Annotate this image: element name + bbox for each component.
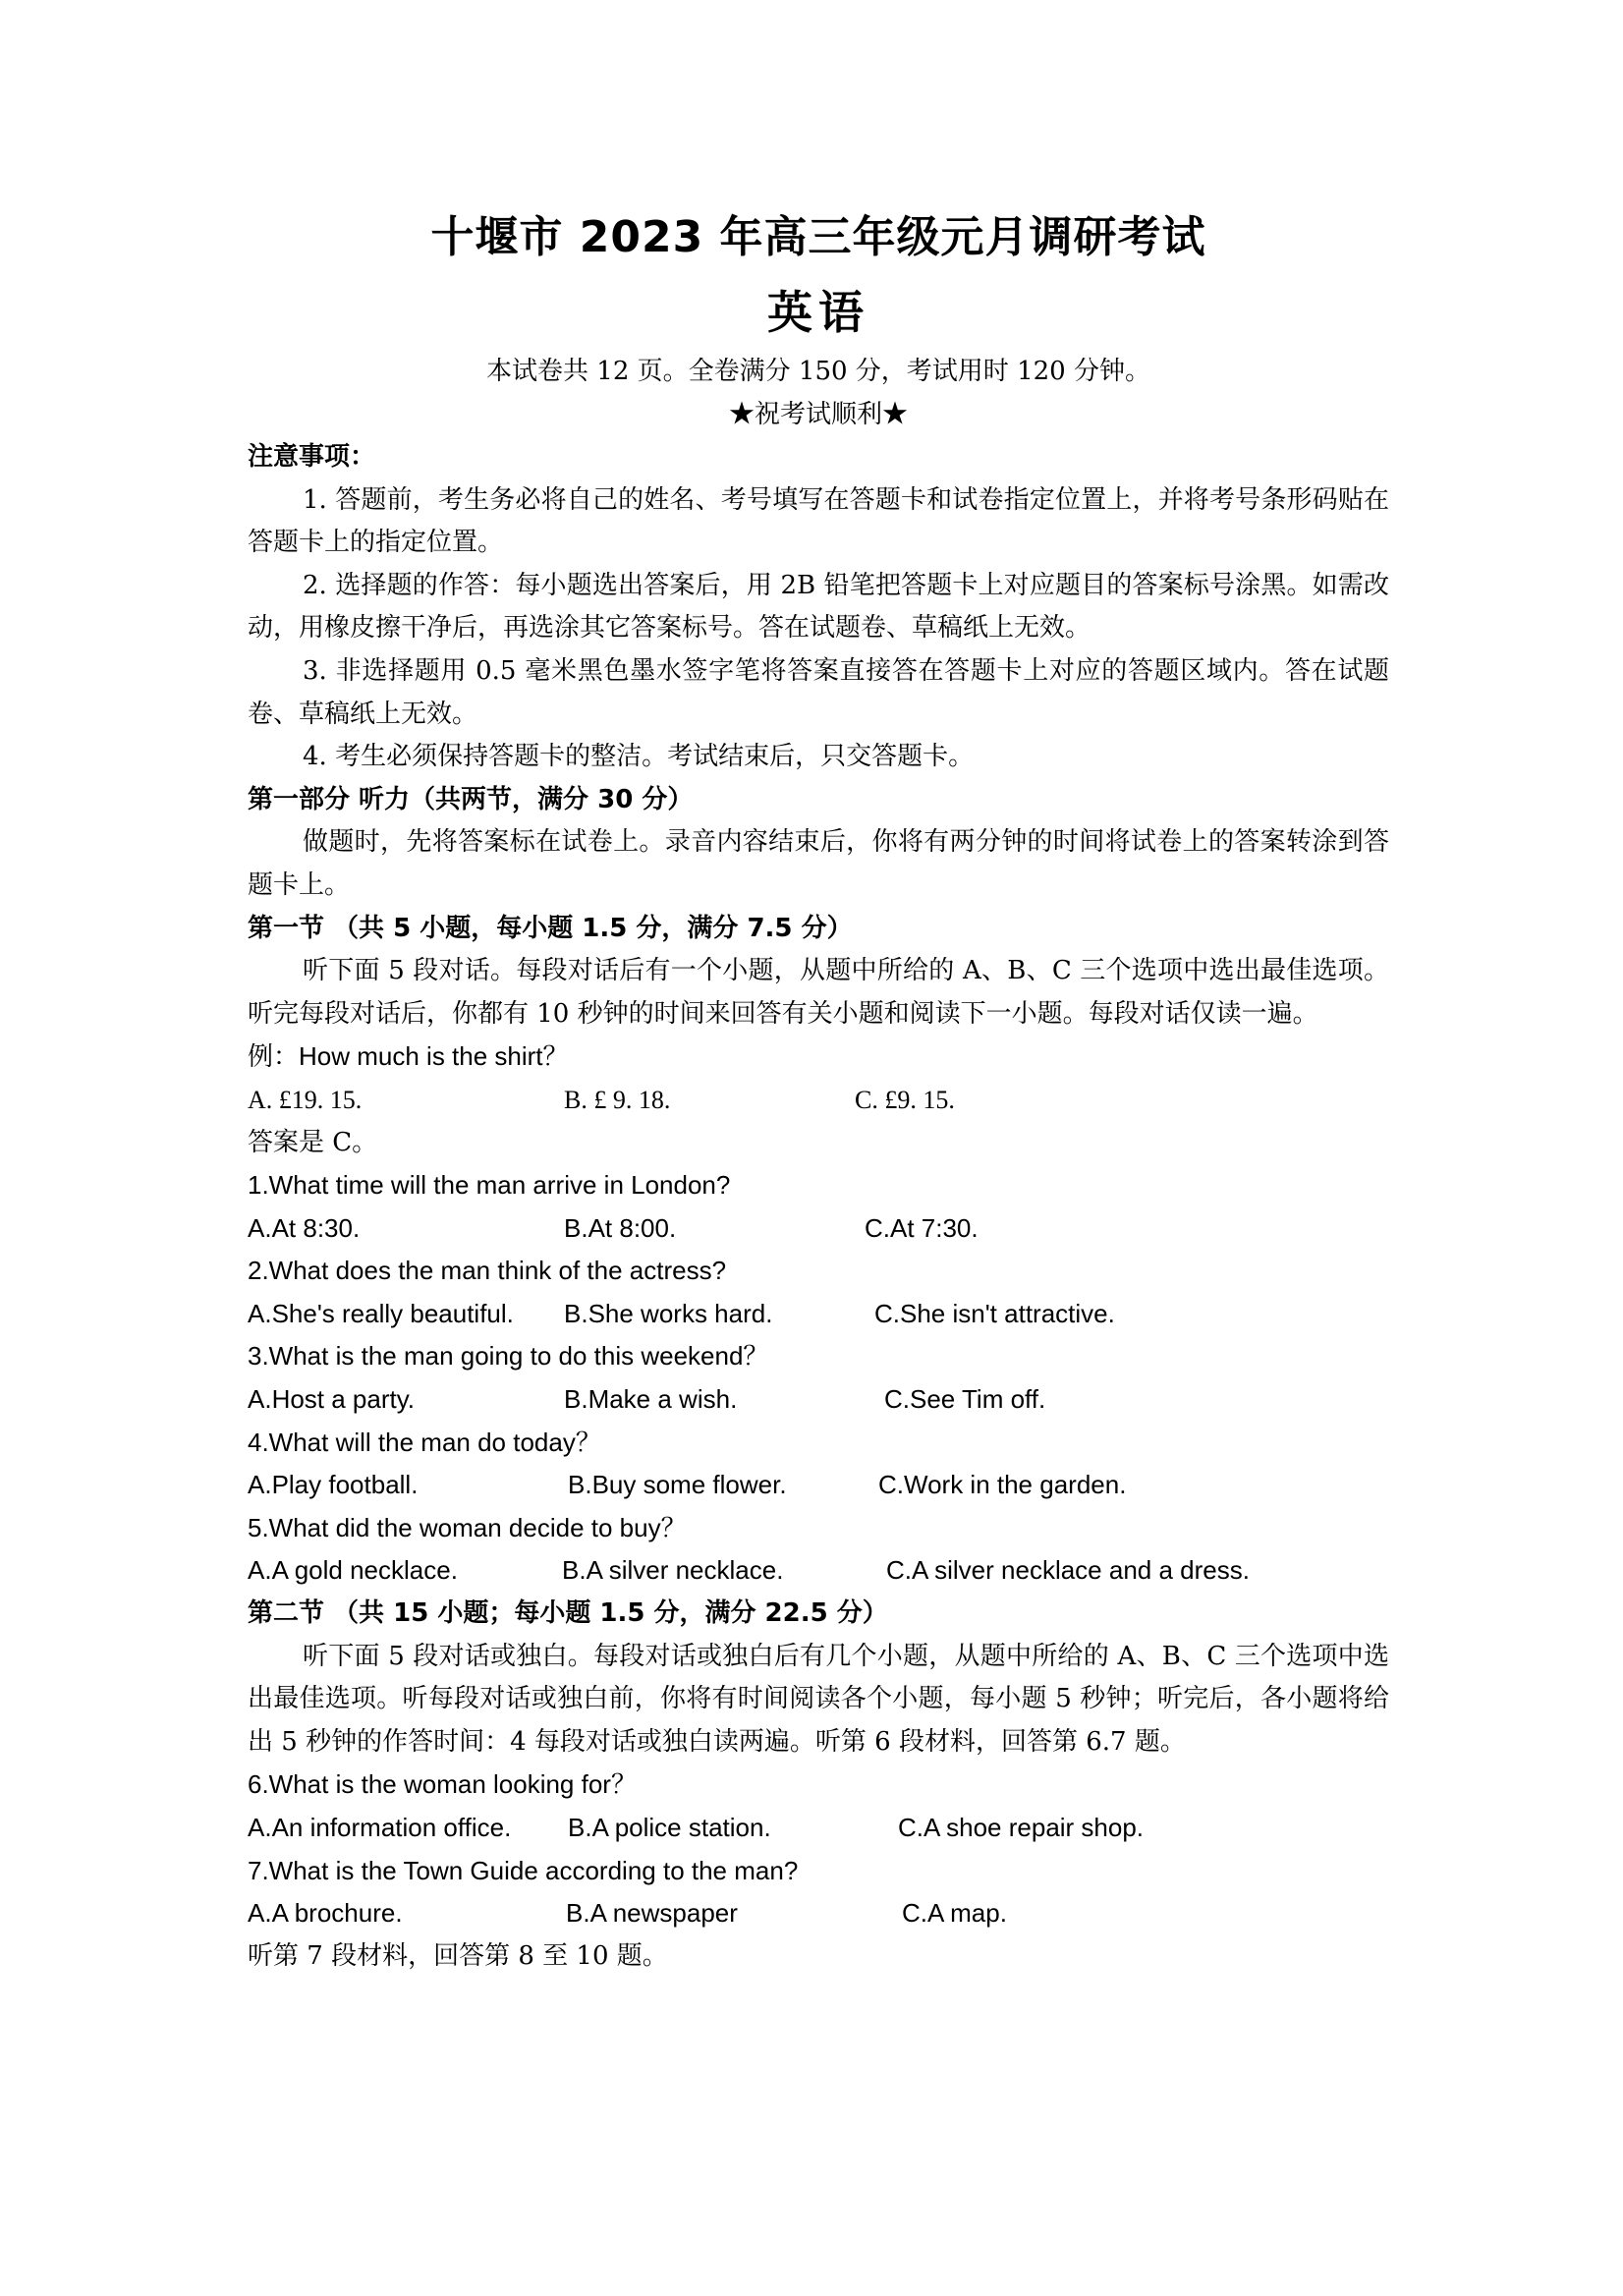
note-item: 4. 考生必须保持答题卡的整洁。考试结束后，只交答题卡。	[303, 742, 975, 772]
section2-heading: 第二节 （共 15 小题；每小题 1.5 分，满分 22.5 分）	[248, 1598, 888, 1629]
option-b: B.A newspaper	[566, 1898, 738, 1929]
option-c: C.She isn't attractive.	[874, 1298, 1115, 1328]
question-5: 5.What did the woman decide to buy？	[248, 1512, 687, 1542]
good-luck-line: ★祝考试顺利★	[728, 400, 908, 429]
question-1-options	[248, 1207, 1389, 1251]
option-b: B.At 8:00.	[564, 1212, 677, 1243]
option-a: A.A gold necklace.	[248, 1555, 458, 1586]
section1-heading: 第一节 （共 5 小题，每小题 1.5 分，满分 7.5 分）	[248, 913, 853, 943]
page-content	[248, 206, 1389, 1978]
option-a: A.She's really beautiful.	[248, 1298, 514, 1328]
part1-intro: 做题时，先将答案标在试卷上。录音内容结束后，你将有两分钟的时间将试卷上的答案转涂到答题卡上。	[248, 827, 1389, 900]
option-a: A.Play football.	[248, 1470, 419, 1500]
question-1: 1.What time will the man arrive in London?	[248, 1170, 731, 1201]
option-c: C.A map.	[902, 1898, 1007, 1929]
question-6-options	[248, 1807, 1389, 1850]
notes-heading: 注意事项：	[248, 442, 376, 472]
exam-info: 本试卷共 12 页。全卷满分 150 分，考试用时 120 分钟。	[486, 357, 1150, 386]
option-c: C.See Tim off.	[884, 1384, 1046, 1415]
option-a: A.Host a party.	[248, 1384, 416, 1415]
option-b: B.A silver necklace.	[562, 1555, 784, 1586]
next-material-instruction: 听第 7 段材料，回答第 8 至 10 题。	[248, 1940, 668, 1971]
option-a: A.At 8:30.	[248, 1212, 361, 1243]
note-item: 2. 选择题的作答：每小题选出答案后，用 2B 铅笔把答题卡上对应题目的答案标号涂黑。如需改动，用橡皮擦干净后，再选涂其它答案标号。答在试题卷、草稿纸上无效。	[248, 570, 1389, 644]
option-c: C. £9. 15.	[855, 1085, 955, 1114]
question-5-options	[248, 1549, 1389, 1593]
question-2-options	[248, 1293, 1389, 1336]
question-6: 6.What is the woman looking for？	[248, 1769, 637, 1800]
question-4-options	[248, 1464, 1389, 1507]
option-b: B.Buy some flower.	[568, 1470, 787, 1500]
option-c: C.At 7:30.	[865, 1212, 979, 1243]
option-a: A.A brochure.	[248, 1898, 403, 1929]
option-b: B.Make a wish.	[564, 1384, 738, 1415]
section1-intro: 听下面 5 段对话。每段对话后有一个小题，从题中所给的 A、B、C 三个选项中选出最佳选项。听完每段对话后，你都有 10 秒钟的时间来回答有关小题和阅读下一小题。每段对话仅读一遍。	[248, 956, 1389, 1029]
option-a: A. £19. 15.	[248, 1085, 363, 1114]
question-2: 2.What does the man think of the actress?	[248, 1256, 727, 1286]
option-b: B.She works hard.	[564, 1298, 773, 1328]
question-3: 3.What is the man going to do this weekend？	[248, 1341, 769, 1372]
question-7: 7.What is the Town Guide according to the man?	[248, 1855, 799, 1885]
example-question: 例：How much is the shirt？	[248, 1041, 569, 1072]
note-item: 1. 答题前，考生务必将自己的姓名、考号填写在答题卡和试卷指定位置上，并将考号条形码贴在答题卡上的指定位置。	[248, 484, 1389, 558]
part1-heading: 第一部分 听力（共两节，满分 30 分）	[248, 784, 694, 814]
note-item: 3. 非选择题用 0.5 毫米黑色墨水签字笔将答案直接答在答题卡上对应的答题区域内。答在试题卷、草稿纸上无效。	[248, 655, 1389, 729]
question-3-options	[248, 1378, 1389, 1422]
exam-title: 十堰市 2023 年高三年级元月调研考试	[430, 212, 1206, 262]
option-a: A.An information office.	[248, 1813, 512, 1842]
subject-title: 英语	[767, 286, 869, 339]
option-c: C.A silver necklace and a dress.	[886, 1555, 1250, 1586]
section2-intro: 听下面 5 段对话或独白。每段对话或独白后有几个小题，从题中所给的 A、B、C 三个选项中选出最佳选项。听每段对话或独白前，你将有时间阅读各个小题，每小题 5 秒钟；听完后，各小题将给出 5 秒钟的作答时间：4 每段对话或独白读两遍。听第 6 段材料，回答第 6.7 题。	[248, 1641, 1389, 1757]
question-4: 4.What will the man do today？	[248, 1427, 601, 1457]
example-answer: 答案是 C。	[248, 1127, 378, 1157]
option-c: C.Work in the garden.	[878, 1470, 1127, 1500]
option-b: B. £ 9. 18.	[564, 1085, 671, 1114]
example-options	[248, 1079, 1389, 1122]
option-c: C.A shoe repair shop.	[898, 1813, 1145, 1842]
question-7-options	[248, 1892, 1389, 1935]
option-b: B.A police station.	[568, 1813, 771, 1842]
